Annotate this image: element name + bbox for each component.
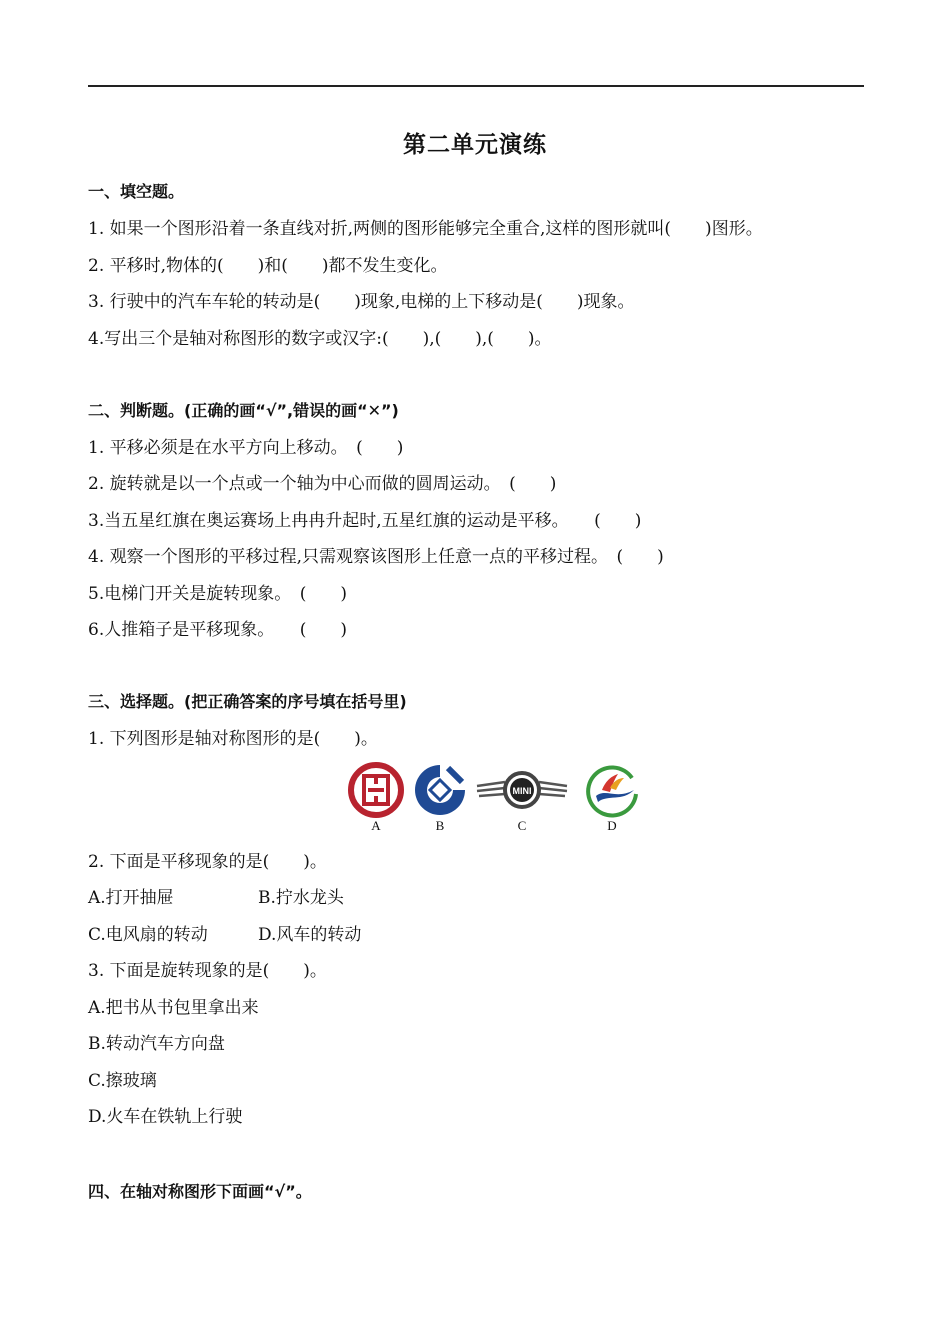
logo-d-icon (582, 760, 642, 820)
logo-c-icon (475, 760, 569, 820)
section3-q1: 1. 下列图形是轴对称图形的是( )。 (88, 729, 378, 749)
logo-a-icon (346, 760, 406, 820)
section4-heading: 四、在轴对称图形下面画“√”。 (88, 1182, 312, 1201)
section2-item-6: 6.人推箱子是平移现象。 ( ) (88, 620, 347, 640)
section2-item-5: 5.电梯门开关是旋转现象。 ( ) (88, 584, 347, 604)
section3-q2-option-a: A.打开抽屉 (88, 888, 174, 908)
section3-q2-option-b: B.拧水龙头 (258, 888, 344, 908)
section1-item-1: 1. 如果一个图形沿着一条直线对折,两侧的图形能够完全重合,这样的图形就叫( )图形。 (88, 219, 763, 239)
top-rule (88, 85, 864, 87)
section2-item-2: 2. 旋转就是以一个点或一个轴为中心而做的圆周运动。 ( ) (88, 474, 557, 494)
section1-item-4: 4.写出三个是轴对称图形的数字或汉字:( ),( ),( )。 (88, 329, 552, 349)
section2-heading: 二、判断题。(正确的画“√”,错误的画“✕”) (88, 401, 399, 420)
section3-heading: 三、选择题。(把正确答案的序号填在括号里) (88, 692, 407, 711)
section3-q2-option-c: C.电风扇的转动 (88, 925, 208, 945)
section1-item-3: 3. 行驶中的汽车车轮的转动是( )现象,电梯的上下移动是( )现象。 (88, 292, 635, 312)
section2-item-1: 1. 平移必须是在水平方向上移动。 ( ) (88, 438, 404, 458)
section3-q3-option-d: D.火车在铁轨上行驶 (88, 1107, 243, 1127)
logo-label-a: A (371, 818, 381, 833)
logo-c-text: MINI (512, 786, 532, 796)
logo-b-icon (410, 760, 470, 820)
logo-label-d: D (607, 818, 617, 833)
section3-q3-option-b: B.转动汽车方向盘 (88, 1034, 225, 1054)
section3-q3-option-a: A.把书从书包里拿出来 (88, 998, 259, 1018)
section3-q2: 2. 下面是平移现象的是( )。 (88, 852, 327, 872)
section3-q2-option-d: D.风车的转动 (258, 925, 362, 945)
logo-label-c: C (517, 818, 527, 833)
logo-options (340, 760, 650, 840)
section1-heading: 一、填空题。 (88, 182, 185, 201)
page-title: 第二单元演练 (403, 132, 547, 158)
logo-label-b: B (435, 818, 445, 833)
section3-q3-option-c: C.擦玻璃 (88, 1071, 157, 1091)
section2-item-3: 3.当五星红旗在奥运赛场上冉冉升起时,五星红旗的运动是平移。 ( ) (88, 511, 642, 531)
section2-item-4: 4. 观察一个图形的平移过程,只需观察该图形上任意一点的平移过程。 ( ) (88, 547, 664, 567)
section3-q3: 3. 下面是旋转现象的是( )。 (88, 961, 327, 981)
section1-item-2: 2. 平移时,物体的( )和( )都不发生变化。 (88, 256, 448, 276)
